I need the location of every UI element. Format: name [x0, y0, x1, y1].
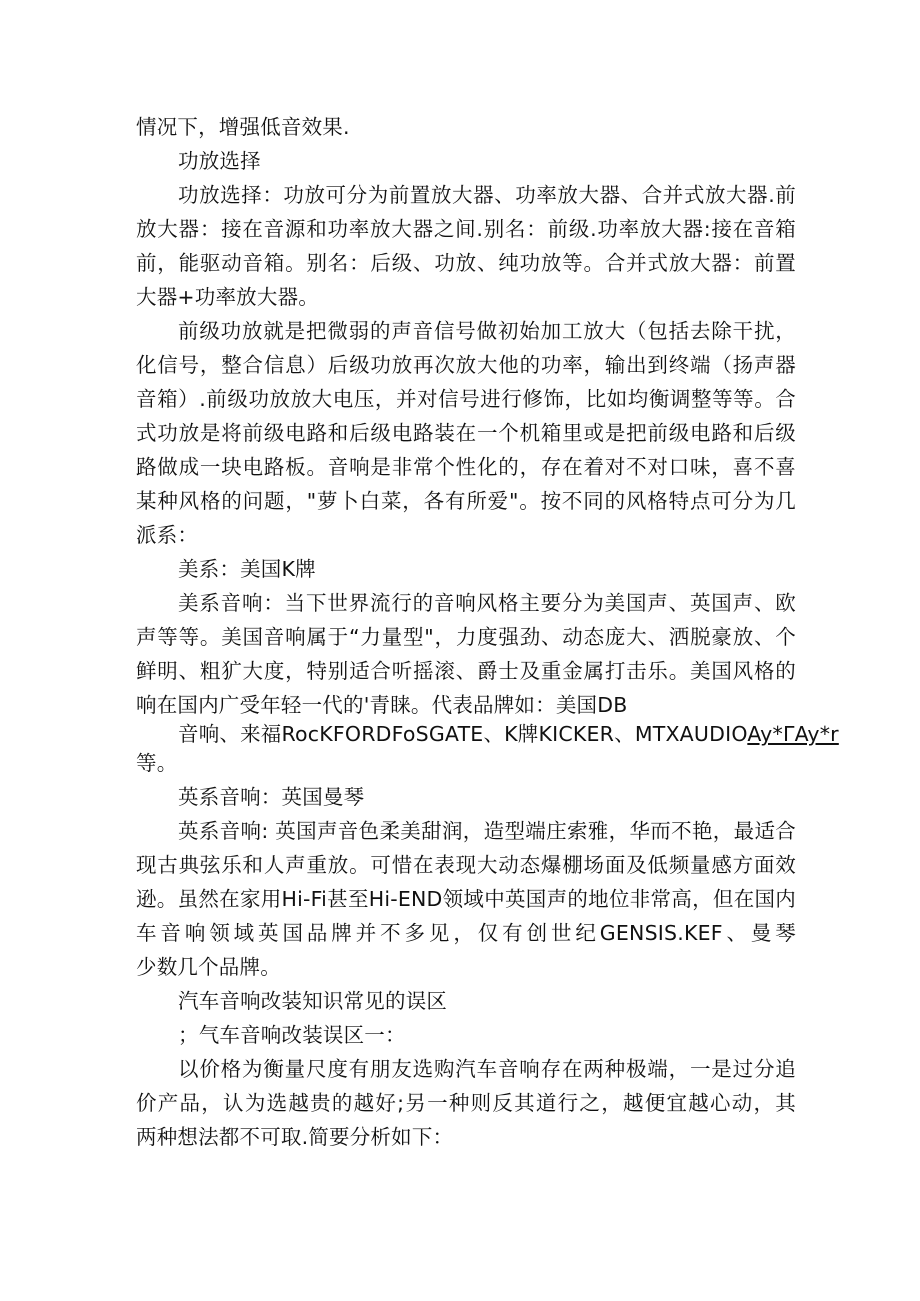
paragraph-line: 派系： [136, 523, 199, 547]
subsection-heading: ；气车音响改装误区一： [178, 1023, 406, 1047]
paragraph-line: 化信号，整合信息）后级功放再次放大他的功率，输出到终端（扬声器 [136, 353, 796, 377]
paragraph-line: 情况下，增强低音效果. [136, 115, 350, 139]
paragraph-line: 某种风格的问题，"萝卜白菜，各有所爱"。按不同的风格特点可分为几 [136, 489, 796, 513]
underlined-text: Ay*ΓAy*r [747, 722, 839, 746]
section-heading: 汽车音响改装知识常见的误区 [178, 989, 448, 1013]
paragraph-line: 两种想法都不可取.简要分析如下： [136, 1125, 454, 1149]
brand-list-text: 音响、来福RocKFORDFoSGATE、K牌KICKER、MTXAUDIO [178, 722, 748, 746]
paragraph-line: 式功放是将前级电路和后级电路装在一个机箱里或是把前级电路和后级 [136, 421, 796, 445]
paragraph-line: 响在国内广受年轻一代的'青睐。代表品牌如：美国DB [136, 693, 628, 717]
paragraph-line: 以价格为衡量尺度有朋友选购汽车音响存在两种极端，一是过分追 [178, 1057, 796, 1081]
document-body [136, 110, 839, 1154]
paragraph-line: 音箱）.前级功放放大电压，并对信号进行修饰，比如均衡调整等等。合 [136, 387, 796, 411]
paragraph-line: 前，能驱动音箱。别名：后级、功放、纯功放等。合并式放大器：前置 [136, 251, 796, 275]
paragraph-line: 功放选择：功放可分为前置放大器、功率放大器、合并式放大器.前 [178, 183, 796, 207]
paragraph-line [136, 722, 839, 746]
paragraph-line: 价产品，认为选越贵的越好;另一种则反其道行之，越便宜越心动，其 [136, 1091, 796, 1115]
paragraph-line: 鲜明、粗犷大度，特别适合听摇滚、爵士及重金属打击乐。美国风格的 [136, 659, 796, 683]
section-heading: 功放选择 [178, 149, 261, 173]
paragraph-line: 车音响领域英国品牌并不多见，仅有创世纪GENSIS.KEF、曼琴 [136, 921, 796, 945]
paragraph-line: 现古典弦乐和人声重放。可惜在表现大动态爆棚场面及低频量感方面效 [136, 853, 796, 877]
paragraph-line: 放大器：接在音源和功率放大器之间.别名：前级.功率放大器:接在音箱 [136, 217, 796, 241]
paragraph-line: 声等等。美国音响属于“力量型"，力度强劲、动态庞大、洒脱豪放、个 [136, 625, 796, 649]
section-heading: 美系：美国K牌 [178, 557, 316, 581]
paragraph-line: 逊。虽然在家用Hi-Fi甚至Hi-END领域中英国声的地位非常高，但在国内 [136, 887, 796, 911]
paragraph-line: 大器+功率放大器。 [136, 285, 319, 309]
paragraph-line: 前级功放就是把微弱的声音信号做初始加工放大（包括去除干扰， [178, 319, 796, 343]
section-heading: 英系音响：英国曼琴 [178, 785, 365, 809]
paragraph-line: 少数几个品牌。 [136, 955, 281, 979]
paragraph-line: 英系音响: 英国声音色柔美甜润，造型端庄索雅，华而不艳，最适合 [178, 819, 796, 843]
paragraph-line: 等。 [136, 751, 178, 775]
paragraph-line: 美系音响：当下世界流行的音响风格主要分为美国声、英国声、欧 [178, 591, 796, 615]
paragraph-line: 路做成一块电路板。音响是非常个性化的，存在着对不对口味，喜不喜 [136, 455, 796, 479]
